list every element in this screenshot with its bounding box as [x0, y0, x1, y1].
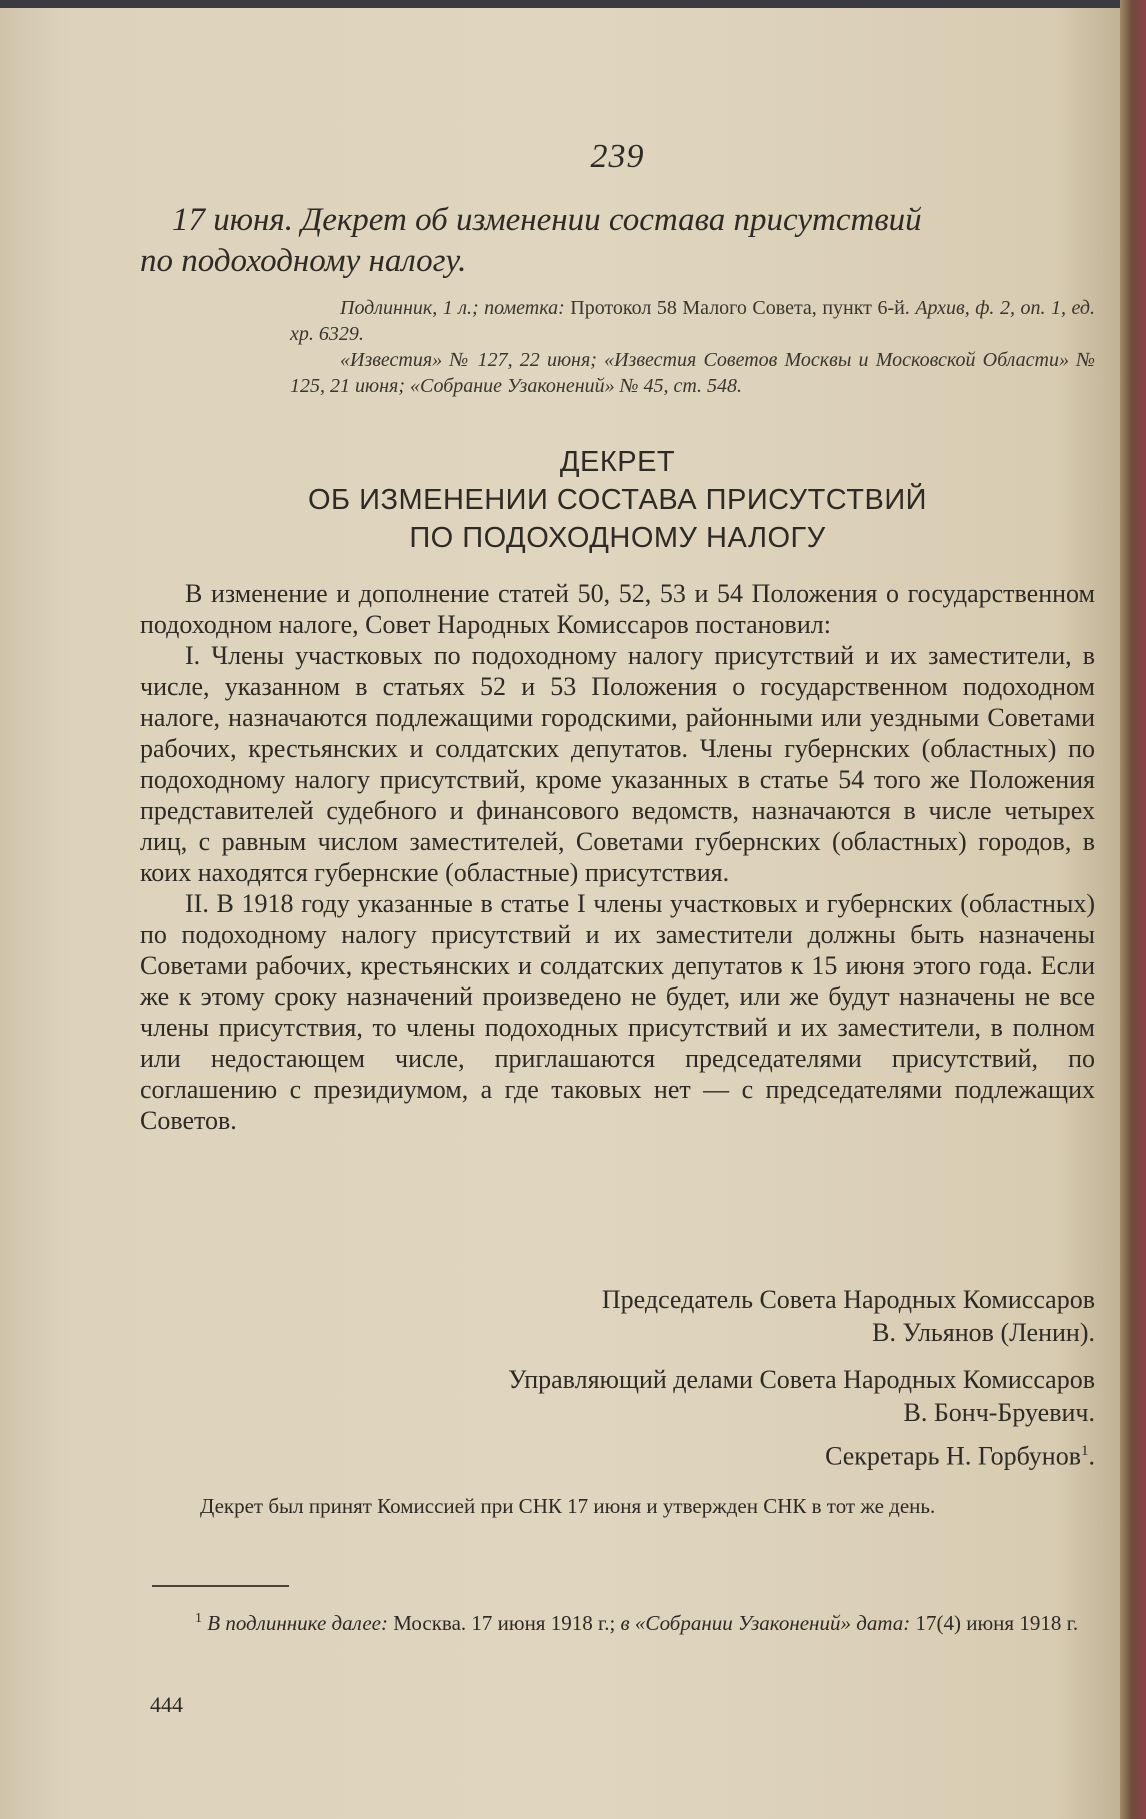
body-clause-2: II. В 1918 году указанные в статье I члены участковых и губернских (областных) по подоходному налогу присутствий и их заместители должны быть назначены Советами рабочих, крестьянских и солдатских депутатов к 15 июня этого года. Если же к этому сроку назначений произведено не будет, или же будут назначены не все члены присутствия, то члены подоходных присутствий и их заместители, в полном или недостающем числе, приглашаются председателями присутствий, по соглашению с президиумом, а где таковых нет — с председателями подлежащих Советов.: [140, 889, 1095, 1135]
source-italic-2: Архив, ф. 2, оп. 1, ед. хр. 6329.: [290, 297, 1095, 345]
chair-name: В. Ульянов (Ленин).: [872, 1318, 1095, 1347]
heading-line-2: по подоходному налогу.: [140, 243, 467, 279]
signature-secretary: [140, 1435, 1095, 1473]
footnote-divider: [152, 1585, 289, 1587]
source-italic-1: Подлинник, 1 л.; пометка:: [340, 297, 565, 319]
decree-body: [140, 578, 1095, 1136]
note-text: Декрет был принят Комиссией при СНК 17 июня и утвержден СНК в тот же день.: [200, 1494, 936, 1518]
title-line-1: ДЕКРЕТ: [559, 446, 676, 478]
book-binding-edge: [1120, 0, 1146, 1819]
source-references: [290, 295, 1095, 399]
footnote-italic-1: В подлиннике далее:: [202, 1611, 388, 1635]
manager-name: В. Бонч-Бруевич.: [903, 1398, 1095, 1427]
scan-top-edge: [0, 0, 1146, 8]
secretary-end: .: [1088, 1441, 1095, 1471]
body-clause-1: I. Члены участковых по подоходному налогу присутствий и их заместители, в числе, указанном в статьях 52 и 53 Положения о государственном подоходном налоге, назначаются подлежащими городскими, районными или уездными Советами рабочих, крестьянских и солдатских депутатов. Члены губернских (областных) по подоходному налогу присутствий, кроме указанных в статье 54 того же Положения представителей судебного и финансового ведомств, назначаются в числе четырех лиц, с равным числом заместителей, Советами губернских (областных) городов, в коих находятся губернские (областные) присутствия.: [140, 641, 1095, 887]
manager-title: Управляющий делами Совета Народных Комиссаров: [508, 1365, 1095, 1394]
body-intro: В изменение и дополнение статей 50, 52, 53 и 54 Положения о государственном подоходном налоге, Совет Народных Комиссаров постановил:: [140, 579, 1095, 639]
footnote-marker: 1: [195, 1611, 202, 1626]
secretary-footnote-mark: 1: [1081, 1443, 1089, 1459]
footnote-upright-2: 17(4) июня 1918 г.: [910, 1611, 1079, 1635]
signature-manager: [140, 1363, 1095, 1429]
editorial-note: [140, 1492, 1095, 1521]
title-line-3: ПО ПОДОХОДНОМУ НАЛОГУ: [409, 522, 826, 554]
source-paragraph-2: «Известия» № 127, 22 июня; «Известия Советов Москвы и Московской Области» № 125, 21 июня; «Собрание Узаконений» № 45, ст. 548.: [290, 349, 1095, 397]
footnote-text: [140, 1604, 1095, 1638]
footnote-italic-2: в «Собрании Узаконений» дата:: [615, 1611, 911, 1635]
chair-title: Председатель Совета Народных Комиссаров: [601, 1285, 1095, 1314]
decree-title: [140, 443, 1095, 557]
document-number: 239: [590, 138, 645, 175]
title-line-2: ОБ ИЗМЕНЕНИИ СОСТАВА ПРИСУТСТВИЙ: [307, 484, 928, 516]
signature-chair: [140, 1283, 1095, 1349]
source-upright-1: Протокол 58 Малого Совета, пункт 6-й.: [564, 297, 910, 319]
footnote: [140, 1604, 1095, 1638]
page-number: 444: [150, 1692, 183, 1717]
source-paragraph-1: [290, 295, 1095, 347]
footnote-upright-1: Москва. 17 июня 1918 г.;: [387, 1611, 616, 1635]
secretary-name: Секретарь Н. Горбунов: [825, 1441, 1081, 1471]
document-heading: [140, 200, 1095, 282]
heading-line-1: 17 июня. Декрет об изменении состава присутствий: [172, 202, 922, 238]
